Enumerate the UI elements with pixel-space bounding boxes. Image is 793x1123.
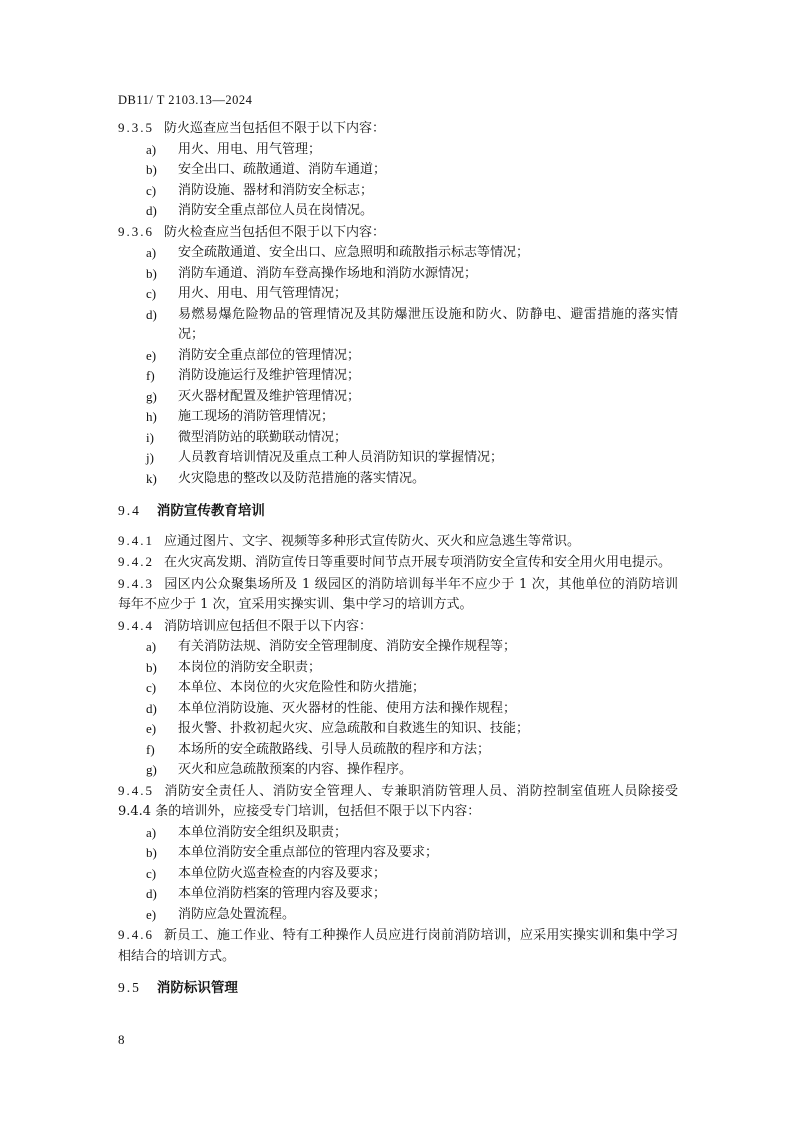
clause-9-4-3 (118, 574, 678, 616)
list-item: a) 用火、用电、用气管理； (146, 141, 322, 157)
list-item: j) 人员教育培训情况及重点工种人员消防知识的掌握情况； (146, 450, 504, 465)
section-number: 9.4 (118, 503, 141, 518)
clause-number: 9.4.3 (118, 575, 154, 591)
list-item: b) 本单位消防安全重点部位的管理内容及要求； (146, 845, 439, 860)
clause-number: 9.4.5 (118, 782, 154, 798)
clause-9-3-5 (118, 118, 678, 140)
section-title: 消防宣传教育培训 (156, 503, 265, 519)
clause-number: 9.4.2 (118, 554, 154, 569)
clause-number: 9.4.4 (118, 617, 154, 633)
list-item: c) 本单位、本岗位的火灾危险性和防火措施； (146, 680, 426, 695)
clause-text: 新员工、施工作业、特有工种操作人员应进行岗前消防培训，应采用实操实训和集中学习相结合的培训方式。 (118, 928, 678, 964)
list-item: f) 本场所的安全疏散路线、引导人员疏散的程序和方法； (146, 741, 491, 757)
list-item: e) 报火警、扑救初起火灾、应急疏散和自救逃生的知识、技能； (146, 721, 530, 736)
list-item: d) 易燃易爆危险物品的管理情况及其防爆泄压设施和防火、防静电、避雷措施的落实情况； (146, 306, 678, 342)
clause-number: 9.3.6 (118, 223, 154, 239)
clause-text: 应通过图片、文字、视频等多种形式宣传防火、灭火和应急逃生等常识。 (164, 533, 581, 549)
clause-number: 9.4.1 (118, 532, 154, 548)
list-item: h) 施工现场的消防管理情况； (146, 409, 335, 424)
clause-number: 9.4.6 (118, 927, 154, 942)
clause-text: 防火巡查应当包括但不限于以下内容： (164, 121, 386, 136)
list-item: g) 灭火器材配置及维护管理情况； (146, 388, 361, 404)
list-item: c) 本单位防火巡查检查的内容及要求； (146, 865, 387, 881)
clause-9-4-1 (118, 531, 678, 553)
list-item: d) 本单位消防设施、灭火器材的性能、使用方法和操作规程； (146, 700, 517, 716)
clause-text: 园区内公众聚集场所及 1 级园区的消防培训每半年不应少于 1 次，其他单位的消防培训每年不应少于 1 次，宜采用实操实训、集中学习的培训方式。 (118, 576, 678, 612)
list-item: k) 火灾隐患的整改以及防范措施的落实情况。 (146, 470, 426, 486)
page-number: 8 (118, 1032, 125, 1047)
clause-9-4-5 (118, 781, 678, 823)
list-item: a) 本单位消防安全组织及职责； (146, 824, 348, 840)
list-item: b) 本岗位的消防安全职责； (146, 659, 322, 675)
list-item: d) 消防安全重点部位人员在岗情况。 (146, 203, 374, 218)
section-heading-9-4 (118, 501, 678, 522)
clause-text: 防火检查应当包括但不限于以下内容： (164, 224, 386, 240)
section-heading-9-5 (118, 978, 678, 999)
clause-text: 消防安全责任人、消防安全管理人、专兼职消防管理人员、消防控制室值班人员除接受 9.4.4 条的培训外，应接受专门培训，包括但不限于以下内容： (118, 783, 678, 819)
list-item: i) 微型消防站的联勤联动情况； (146, 429, 348, 445)
clause-9-3-6 (118, 222, 678, 244)
clause-text: 消防培训应包括但不限于以下内容： (164, 618, 373, 634)
list-item: b) 安全出口、疏散通道、消防车通道； (146, 162, 387, 177)
list-item: d) 本单位消防档案的管理内容及要求； (146, 886, 387, 901)
clause-9-4-4 (118, 616, 678, 638)
list-item: a) 安全疏散通道、安全出口、应急照明和疏散指示标志等情况； (146, 245, 530, 260)
list-item: e) 消防安全重点部位的管理情况； (146, 347, 361, 363)
list-item: f) 消防设施运行及维护管理情况； (146, 368, 361, 383)
list-item: a) 有关消防法规、消防安全管理制度、消防安全操作规程等； (146, 639, 517, 654)
document-body (118, 118, 678, 1008)
clause-9-4-6 (118, 925, 678, 967)
list-item: c) 消防设施、器材和消防安全标志； (146, 182, 374, 198)
clause-9-4-2 (118, 552, 678, 574)
list-item: g) 灭火和应急疏散预案的内容、操作程序。 (146, 762, 413, 777)
clause-number: 9.3.5 (118, 120, 154, 135)
clause-text: 在火灾高发期、消防宣传日等重要时间节点开展专项消防安全宣传和安全用火用电提示。 (164, 555, 672, 570)
list-item: e) 消防应急处置流程。 (146, 906, 296, 922)
standard-code-header: DB11/ T 2103.13—2024 (118, 93, 253, 107)
list-item: c) 用火、用电、用气管理情况； (146, 286, 348, 301)
section-number: 9.5 (118, 980, 141, 995)
list-item: b) 消防车通道、消防车登高操作场地和消防水源情况； (146, 265, 478, 281)
section-title: 消防标识管理 (156, 980, 238, 996)
